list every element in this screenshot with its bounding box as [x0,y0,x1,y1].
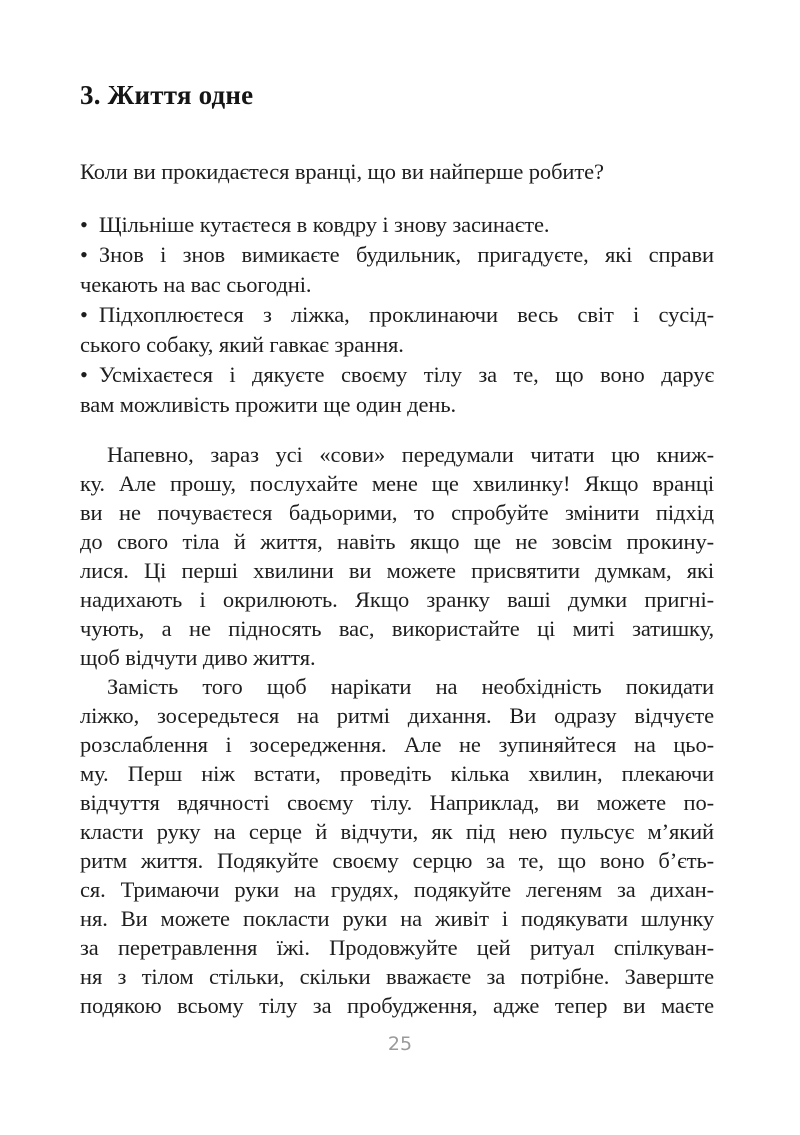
text-line: до свого тіла й життя, навіть якщо ще не зовсім прокину- [80,529,714,554]
text-line: ся. Тримаючи руки на грудях, подякуйте легеням за дихан- [80,877,714,902]
text-line: лися. Ці перші хвилини ви можете присвятити думкам, які [80,558,714,583]
paragraph-1 [80,440,714,672]
text-line: класти руку на серце й відчути, як під нею пульсує м’який [80,819,714,844]
text-line: Напевно, зараз усі «сови» передумали читати цю книж- [107,442,714,467]
text-line: ліжко, зосередьтеся на ритмі дихання. Ви одразу відчуєте [80,703,714,728]
text-line: • Знов і знов вимикаєте будильник, пригадуєте, які справи [80,242,714,267]
intro-question: Коли ви прокидаєтеся вранці, що ви найперше робите? [80,159,604,184]
text-line: ку. Але прошу, послухайте мене ще хвилинку! Якщо вранці [80,471,714,496]
text-line: • Усміхаєтеся і дякуєте своєму тілу за те, що воно дарує [80,362,714,387]
text-line: ського собаку, який гавкає зрання. [80,332,404,357]
text-line: му. Перш ніж встати, проведіть кілька хвилин, плекаючи [80,761,714,786]
text-line: ви не почуваєтеся бадьорими, то спробуйте змінити підхід [80,500,714,525]
chapter-heading: 3. Життя одне [80,80,254,110]
page-number: 25 [387,1033,413,1055]
book-page-content [80,0,714,1020]
text-line: ня з тілом стільки, скільки вважаєте за потрібне. Заверште [80,964,714,989]
text-line: щоб відчути диво життя. [80,645,316,670]
text-line: розслаблення і зосередження. Але не зупиняйтеся на цьо- [80,732,714,757]
text-line: • Підхоплюєтеся з ліжка, проклинаючи весь світ і сусід- [80,302,714,327]
text-line: чують, а не підносять вас, використайте ці миті затишку, [80,616,714,641]
text-line: відчуття вдячності своєму тілу. Наприклад, ви можете по- [80,790,714,815]
text-line: подякою всьому тілу за пробудження, адже тепер ви маєте [80,993,714,1018]
text-line: ритм життя. Подякуйте своєму серцю за те, що воно б’єть- [80,848,714,873]
text-line: надихають і окрилюють. Якщо зранку ваші думки пригні- [80,587,714,612]
text-line: • Щільніше кутаєтеся в ковдру і знову засинаєте. [80,212,550,237]
bullet-list [80,210,714,420]
text-line: чекають на вас сьогодні. [80,272,312,297]
text-line: ня. Ви можете покласти руки на живіт і подякувати шлунку [80,906,714,931]
text-line: вам можливість прожити ще один день. [80,392,457,417]
paragraph-2 [80,672,714,1020]
text-line: Замість того щоб нарікати на необхідність покидати [107,674,714,699]
text-line: за перетравлення їжі. Продовжуйте цей ритуал спілкуван- [80,935,714,960]
